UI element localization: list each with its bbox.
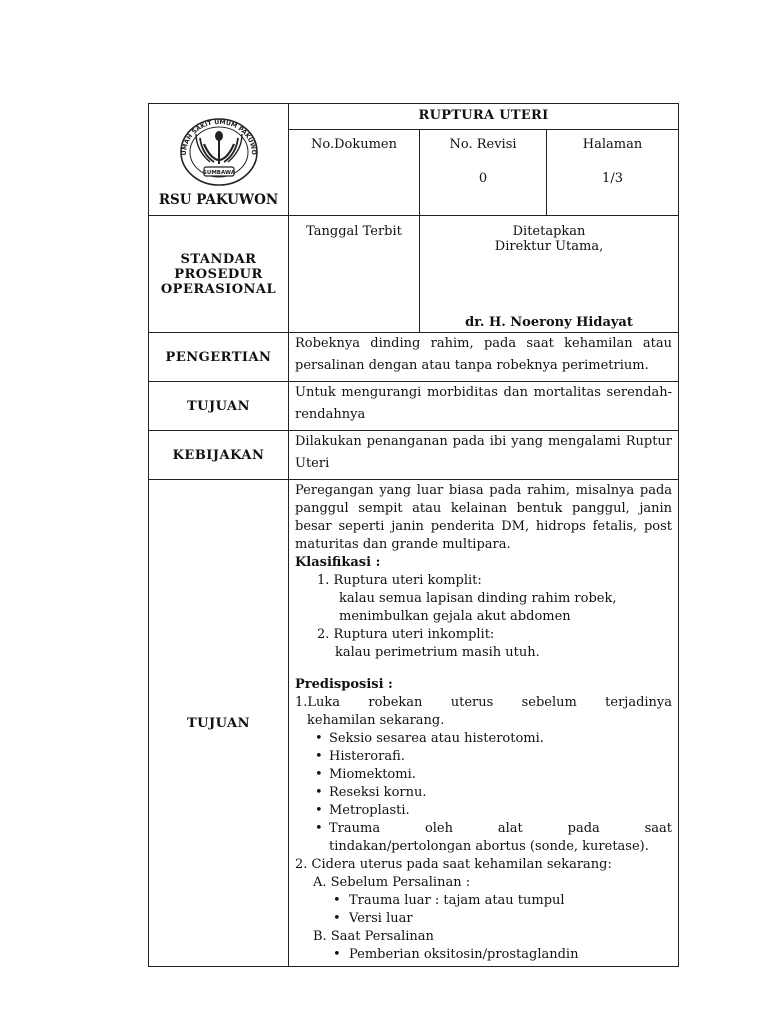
kebijakan-label: KEBIJAKAN bbox=[149, 431, 289, 480]
no-dokumen-cell bbox=[289, 130, 420, 216]
klasifikasi-item-1-desc-b: menimbulkan gejala akut abdomen bbox=[339, 609, 571, 624]
sop-table bbox=[148, 103, 679, 967]
klasifikasi-item-1: 1. Ruptura uteri komplit: bbox=[317, 573, 482, 588]
tujuan-text: Untuk mengurangi morbiditas dan mortalitas serendah-rendahnya bbox=[289, 382, 679, 431]
tujuan2-label: TUJUAN bbox=[149, 480, 289, 967]
predisposisi-bullet: • Metroplasti. bbox=[295, 802, 672, 820]
direktur-text: Direktur Utama, bbox=[494, 239, 604, 254]
logo-base-text: SUMBAWA bbox=[202, 170, 235, 176]
predisposisi-bullet: • Reseksi kornu. bbox=[295, 784, 672, 802]
predisposisi-item-1-b: kehamilan sekarang. bbox=[307, 713, 445, 728]
hospital-name: RSU PAKUWON bbox=[158, 192, 279, 208]
predisposisi-bullet: • Histerorafi. bbox=[295, 748, 672, 766]
predisposisi-item-2-a: A. Sebelum Persalinan : bbox=[313, 875, 471, 890]
klasifikasi-item-2-desc: kalau perimetrium masih utuh. bbox=[335, 645, 540, 660]
sop-label-line-2: PROSEDUR bbox=[174, 266, 263, 282]
pengertian-text: Robeknya dinding rahim, pada saat kehamilan atau persalinan dengan atau tanpa robeknya perimetrium. bbox=[289, 333, 679, 382]
sop-label-line-3: OPERASIONAL bbox=[160, 281, 277, 297]
halaman-cell bbox=[547, 130, 679, 216]
predisposisi-item-2-a-bullet: • Trauma luar : tajam atau tumpul bbox=[295, 892, 672, 910]
halaman-label: Halaman bbox=[582, 137, 643, 152]
predisposisi-bullet: • Miomektomi. bbox=[295, 766, 672, 784]
main-content bbox=[289, 480, 679, 967]
predisposisi-heading: Predisposisi : bbox=[295, 677, 393, 692]
sop-label bbox=[149, 216, 289, 333]
predisposisi-bullet-trauma-a: • Trauma oleh alat pada saat bbox=[295, 820, 672, 838]
predisposisi-bullet-trauma-b: tindakan/pertolongan abortus (sonde, kuretase). bbox=[329, 839, 649, 854]
predisposisi-bullet: • Seksio sesarea atau histerotomi. bbox=[295, 730, 672, 748]
sop-label-line-1: STANDAR bbox=[180, 251, 257, 267]
ditetapkan-text: Ditetapkan bbox=[512, 224, 586, 239]
logo-ring-text: UMAH SAKIT UMUM PAKUWO bbox=[180, 118, 257, 156]
predisposisi-item-1-a: 1.Luka robekan uterus sebelum terjadinya bbox=[295, 695, 673, 710]
tujuan-label: TUJUAN bbox=[149, 382, 289, 431]
predisposisi-item-2-a-bullet: • Versi luar bbox=[295, 910, 672, 928]
halaman-value: 1/3 bbox=[602, 171, 623, 186]
predisposisi-item-2-b-bullet: • Pemberian oksitosin/prostaglandin bbox=[295, 946, 672, 964]
logo-cell bbox=[149, 104, 289, 216]
kebijakan-text: Dilakukan penanganan pada ibi yang mengalami Ruptur Uteri bbox=[289, 431, 679, 480]
tanggal-terbit-cell bbox=[289, 216, 420, 333]
no-dokumen-label: No.Dokumen bbox=[311, 137, 397, 152]
predisposisi-item-2: 2. Cidera uterus pada saat kehamilan sekarang: bbox=[295, 857, 612, 872]
no-revisi-label: No. Revisi bbox=[449, 137, 517, 152]
tanggal-terbit-label: Tanggal Terbit bbox=[306, 224, 402, 239]
pengertian-label: PENGERTIAN bbox=[149, 333, 289, 382]
no-revisi-value: 0 bbox=[478, 171, 488, 186]
klasifikasi-item-2: 2. Ruptura uteri inkomplit: bbox=[317, 627, 495, 642]
no-revisi-cell bbox=[420, 130, 547, 216]
signatory-name: dr. H. Noerony Hidayat bbox=[465, 315, 633, 330]
intro-paragraph: Peregangan yang luar biasa pada rahim, misalnya pada panggul sempit atau kelainan bentuk panggul, janin besar seperti janin penderita DM, hidrops fetalis, post maturitas dan grande multipara. bbox=[295, 483, 673, 552]
hospital-logo-icon bbox=[174, 114, 264, 186]
ditetapkan-cell bbox=[420, 216, 679, 333]
predisposisi-item-2-b: B. Saat Persalinan bbox=[313, 929, 434, 944]
klasifikasi-item-1-desc-a: kalau semua lapisan dinding rahim robek, bbox=[339, 591, 617, 606]
document-title: RUPTURA UTERI bbox=[289, 104, 679, 130]
klasifikasi-heading: Klasifikasi : bbox=[295, 555, 381, 570]
